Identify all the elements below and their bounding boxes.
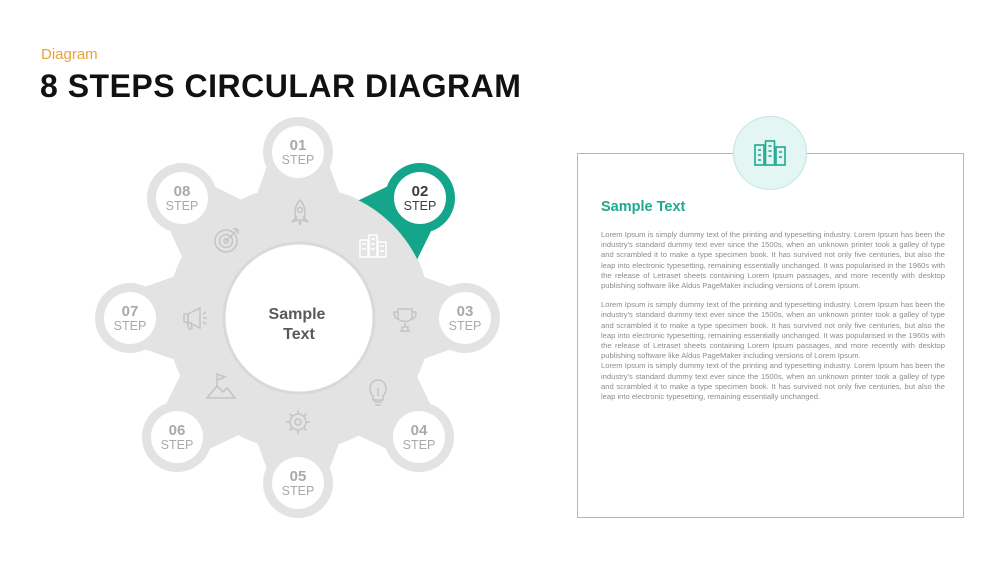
step-node-07[interactable] — [95, 283, 165, 353]
step-node-05[interactable] — [263, 448, 333, 518]
step-number: 03 — [456, 303, 474, 320]
step-label: STEP — [160, 438, 194, 452]
step-node-04[interactable] — [384, 402, 454, 472]
panel-paragraph-2: Lorem Ipsum is simply dummy text of the printing and typesetting industry. Lorem Ipsum has been the industry's standard dummy text ever since the 1500s, when an unknown printer took a galley of type and scrambled it to make a type specimen book. It has survived not only five centuries, but also the leap into electronic typesetting, remaining essentially unchanged. It was popularised in the 1960s with the release of Letraset sheets containing Lorem Ipsum passages, and more recently with desktop publishing software like Aldus PageMaker including versions of Lorem Ipsum. — [601, 300, 945, 361]
buildings-icon — [753, 139, 787, 167]
step-number: 06 — [168, 422, 186, 439]
panel-title: Sample Text — [601, 199, 686, 215]
step-node-08[interactable] — [147, 163, 217, 233]
step-number: 01 — [289, 137, 307, 154]
step-node-01[interactable] — [263, 117, 333, 187]
step-number: 02 — [411, 183, 429, 200]
step-node-03[interactable] — [430, 283, 500, 353]
step-node-02[interactable] — [385, 163, 455, 233]
center-text-line2: Text — [283, 326, 315, 343]
step-label: STEP — [113, 319, 147, 333]
text-panel — [577, 153, 964, 518]
step-label: STEP — [281, 153, 315, 167]
eyebrow-label: Diagram — [41, 46, 98, 63]
page-title: 8 STEPS CIRCULAR DIAGRAM — [40, 68, 522, 104]
step-label: STEP — [281, 484, 315, 498]
step-label: STEP — [165, 199, 199, 213]
panel-body — [601, 230, 945, 411]
center-text-line1: Sample — [268, 306, 326, 323]
step-node-06[interactable] — [142, 402, 212, 472]
step-label: STEP — [402, 438, 436, 452]
step-label: STEP — [403, 199, 437, 213]
panel-badge — [733, 116, 807, 190]
step-label: STEP — [448, 319, 482, 333]
step-number: 04 — [410, 422, 428, 439]
step-number: 07 — [121, 303, 139, 320]
step-number: 05 — [289, 468, 307, 485]
step-number: 08 — [173, 183, 191, 200]
panel-paragraph-3: Lorem Ipsum is simply dummy text of the printing and typesetting industry. Lorem Ipsum has been the industry's standard dummy text ever since the 1500s, when an unknown printer took a galley of type and scrambled it to make a type specimen book. It has survived not only five centuries, but also the leap into electronic typesetting, remaining essentially unchanged. — [601, 361, 945, 402]
panel-paragraph-1: Lorem Ipsum is simply dummy text of the printing and typesetting industry. Lorem Ipsum has been the industry's standard dummy text ever since the 1500s, when an unknown printer took a galley of type and scrambled it to make a type specimen book. It has survived not only five centuries, but also the leap into electronic typesetting, remaining essentially unchanged. It was popularised in the 1960s with the release of Letraset sheets containing Lorem Ipsum passages, and more recently with desktop publishing software like Aldus PageMaker including versions of Lorem Ipsum. — [601, 230, 945, 291]
